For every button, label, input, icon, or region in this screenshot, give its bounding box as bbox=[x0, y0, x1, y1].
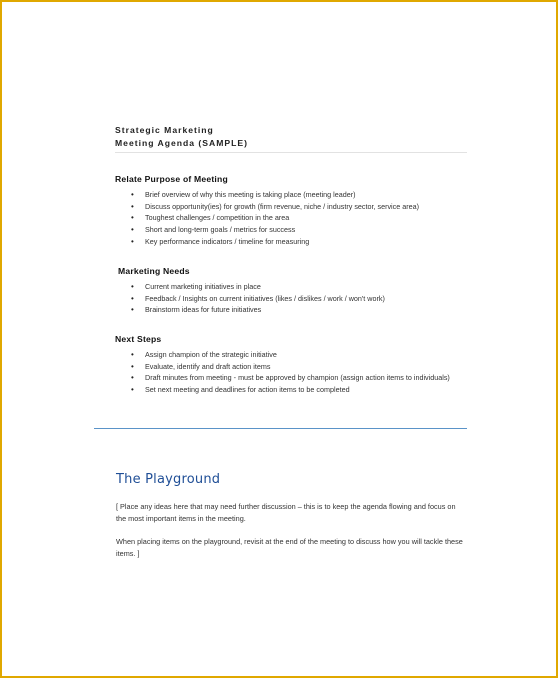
list-item: • Set next meeting and deadlines for action items to be completed bbox=[131, 384, 475, 396]
bullet-list bbox=[118, 281, 478, 316]
section-next-steps bbox=[115, 334, 475, 396]
list-item: • Key performance indicators / timeline for measuring bbox=[131, 236, 475, 248]
list-item: • Assign champion of the strategic initiative bbox=[131, 349, 475, 361]
document-title bbox=[115, 124, 467, 153]
title-line-2: Meeting Agenda (SAMPLE) bbox=[115, 138, 248, 148]
list-item: • Evaluate, identify and draft action items bbox=[131, 361, 475, 373]
list-item: • Current marketing initiatives in place bbox=[131, 281, 478, 293]
section-divider bbox=[94, 428, 467, 429]
bullet-list bbox=[115, 189, 475, 248]
section-heading: Next Steps bbox=[115, 334, 162, 344]
list-item: • Short and long-term goals / metrics for success bbox=[131, 224, 475, 236]
list-item: • Discuss opportunity(ies) for growth (firm revenue, niche / industry sector, service area) bbox=[131, 201, 475, 213]
bullet-list bbox=[115, 349, 475, 396]
list-item: • Brainstorm ideas for future initiatives bbox=[131, 304, 478, 316]
playground-paragraph-1: [ Place any ideas here that may need further discussion – this is to keep the agenda flowing and focus on the most important items in the meeting. bbox=[116, 502, 456, 523]
playground-title: The Playground bbox=[116, 472, 221, 487]
list-item: • Toughest challenges / competition in the area bbox=[131, 212, 475, 224]
list-item: • Draft minutes from meeting - must be approved by champion (assign action items to individuals) bbox=[131, 372, 475, 384]
section-heading: Marketing Needs bbox=[118, 266, 190, 276]
section-purpose bbox=[115, 174, 475, 248]
list-item: • Feedback / Insights on current initiatives (likes / dislikes / work / won't work) bbox=[131, 293, 478, 305]
title-line-1: Strategic Marketing bbox=[115, 125, 214, 135]
playground-paragraph-2: When placing items on the playground, revisit at the end of the meeting to discuss how you will tackle these items. ] bbox=[116, 537, 463, 558]
section-marketing-needs bbox=[118, 266, 478, 316]
list-item: • Brief overview of why this meeting is taking place (meeting leader) bbox=[131, 189, 475, 201]
section-heading: Relate Purpose of Meeting bbox=[115, 174, 228, 184]
